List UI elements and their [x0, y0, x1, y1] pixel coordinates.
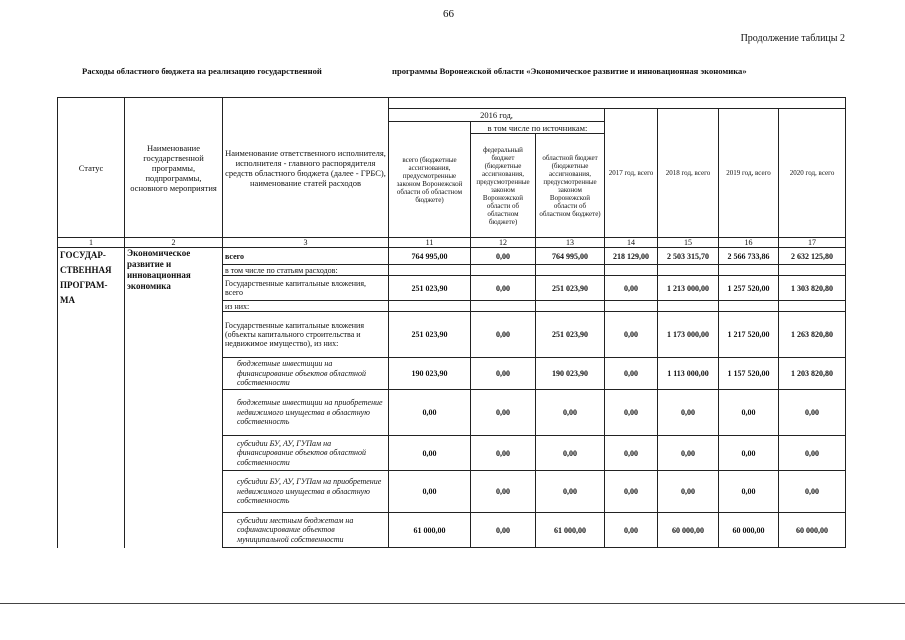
- value-cell: 2 632 125,80: [779, 248, 846, 265]
- page-bottom-divider: [0, 603, 905, 604]
- value-cell: 1 257 520,00: [719, 276, 779, 301]
- value-cell: 0,00: [389, 436, 471, 471]
- page-number: 66: [443, 8, 454, 20]
- table-title-part2: программы Воронежской области «Экономическое развитие и инновационная экономика»: [392, 66, 747, 76]
- header-2017: 2017 год, всего: [605, 109, 658, 238]
- col-num: 14: [605, 238, 658, 248]
- col-num: 3: [223, 238, 389, 248]
- value-cell: 0,00: [471, 312, 536, 358]
- value-cell: 1 113 000,00: [658, 358, 719, 390]
- value-cell: 764 995,00: [389, 248, 471, 265]
- value-cell: 0,00: [658, 471, 719, 513]
- value-cell: 0,00: [779, 436, 846, 471]
- value-cell: 0,00: [605, 513, 658, 548]
- value-cell: 0,00: [536, 436, 605, 471]
- value-cell: 0,00: [658, 390, 719, 436]
- value-cell: 0,00: [719, 390, 779, 436]
- value-cell: 1 217 520,00: [719, 312, 779, 358]
- row-label: субсидии БУ, АУ, ГУПам на приобретение недвижимого имущества в областную собственность: [223, 471, 389, 513]
- value-cell: 0,00: [605, 312, 658, 358]
- status-cell: ГОСУДАР-СТВЕННАЯ ПРОГРАМ-МА: [58, 248, 125, 548]
- value-cell: 0,00: [536, 390, 605, 436]
- value-cell: 1 203 820,80: [779, 358, 846, 390]
- header-executor: Наименование ответственного исполнителя, исполнителя - главного распорядителя средств областного бюджета (далее - ГРБС), наименование статей расходов: [223, 98, 389, 238]
- header-2016-total: всего (бюджетные ассигнования, предусмотренные законом Воронежской области об областном бюджете): [389, 122, 471, 238]
- col-num: 13: [536, 238, 605, 248]
- header-federal: федеральный бюджет (бюджетные ассигнования, предусмотренные законом Воронежской области об областном бюджете): [471, 134, 536, 238]
- value-cell: 2 503 315,70: [658, 248, 719, 265]
- value-cell: 1 263 820,80: [779, 312, 846, 358]
- value-cell: 0,00: [779, 471, 846, 513]
- col-num: 2: [125, 238, 223, 248]
- value-cell: 0,00: [719, 436, 779, 471]
- value-cell: 190 023,90: [389, 358, 471, 390]
- value-cell: 251 023,90: [536, 312, 605, 358]
- header-2016: 2016 год,: [389, 109, 605, 122]
- value-cell: 60 000,00: [779, 513, 846, 548]
- value-cell: 251 023,90: [536, 276, 605, 301]
- row-label: Государственные капитальные вложения (объекты капитального строительства и недвижимое имущество), из них:: [223, 312, 389, 358]
- value-cell: 60 000,00: [719, 513, 779, 548]
- col-num: 12: [471, 238, 536, 248]
- value-cell: 0,00: [471, 358, 536, 390]
- header-2018: 2018 год, всего: [658, 109, 719, 238]
- value-cell: 0,00: [719, 471, 779, 513]
- value-cell: 218 129,00: [605, 248, 658, 265]
- value-cell: 0,00: [779, 390, 846, 436]
- value-cell: 1 173 000,00: [658, 312, 719, 358]
- value-cell: 1 157 520,00: [719, 358, 779, 390]
- row-label: из них:: [223, 301, 389, 312]
- header-status: Статус: [58, 98, 125, 238]
- value-cell: 0,00: [605, 436, 658, 471]
- value-cell: 0,00: [471, 436, 536, 471]
- value-cell: 0,00: [605, 471, 658, 513]
- value-cell: 251 023,90: [389, 312, 471, 358]
- value-cell: 2 566 733,86: [719, 248, 779, 265]
- value-cell: 0,00: [605, 358, 658, 390]
- value-cell: 764 995,00: [536, 248, 605, 265]
- value-cell: 251 023,90: [389, 276, 471, 301]
- value-cell: 0,00: [471, 390, 536, 436]
- row-label: в том числе по статьям расходов:: [223, 265, 389, 276]
- value-cell: 0,00: [536, 471, 605, 513]
- value-cell: 0,00: [658, 436, 719, 471]
- table-continuation-label: Продолжение таблицы 2: [740, 33, 845, 44]
- value-cell: 0,00: [389, 471, 471, 513]
- table-title: [82, 66, 747, 76]
- value-cell: 0,00: [471, 248, 536, 265]
- col-num: 11: [389, 238, 471, 248]
- col-num: 16: [719, 238, 779, 248]
- value-cell: 61 000,00: [389, 513, 471, 548]
- value-cell: 0,00: [471, 513, 536, 548]
- col-num: 15: [658, 238, 719, 248]
- value-cell: 0,00: [605, 276, 658, 301]
- value-cell: 0,00: [605, 390, 658, 436]
- row-label: бюджетные инвестиции на приобретение недвижимого имущества в областную собственность: [223, 390, 389, 436]
- table-body: [58, 248, 846, 548]
- col-num: 17: [779, 238, 846, 248]
- column-numbers: [58, 238, 846, 248]
- value-cell: 0,00: [471, 276, 536, 301]
- row-label: Государственные капитальные вложения, всего: [223, 276, 389, 301]
- row-label: субсидии местным бюджетам на софинансирование объектов муниципальной собственности: [223, 513, 389, 548]
- value-cell: 60 000,00: [658, 513, 719, 548]
- value-cell: 0,00: [389, 390, 471, 436]
- value-cell: 190 023,90: [536, 358, 605, 390]
- table-title-part1: Расходы областного бюджета на реализацию государственной: [82, 66, 322, 76]
- table-row: [58, 248, 846, 265]
- header-2019: 2019 год, всего: [719, 109, 779, 238]
- header-top-blank: [389, 98, 846, 109]
- header-2020: 2020 год, всего: [779, 109, 846, 238]
- budget-table: [57, 97, 846, 548]
- row-label: субсидии БУ, АУ, ГУПам на финансирование объектов областной собственности: [223, 436, 389, 471]
- header-regional: областной бюджет (бюджетные ассигнования, предусмотренные законом Воронежской области об областном бюджете): [536, 134, 605, 238]
- header-program-name: Наименование государственной программы, подпрограммы, основного мероприятия: [125, 98, 223, 238]
- row-label: всего: [223, 248, 389, 265]
- value-cell: 61 000,00: [536, 513, 605, 548]
- program-name-cell: Экономическое развитие и инновационная экономика: [125, 248, 223, 548]
- col-num: 1: [58, 238, 125, 248]
- value-cell: 0,00: [471, 471, 536, 513]
- value-cell: 1 213 000,00: [658, 276, 719, 301]
- table-header: [58, 98, 846, 238]
- value-cell: 1 303 820,80: [779, 276, 846, 301]
- row-label: бюджетные инвестиции на финансирование объектов областной собственности: [223, 358, 389, 390]
- header-sources: в том числе по источникам:: [471, 122, 605, 134]
